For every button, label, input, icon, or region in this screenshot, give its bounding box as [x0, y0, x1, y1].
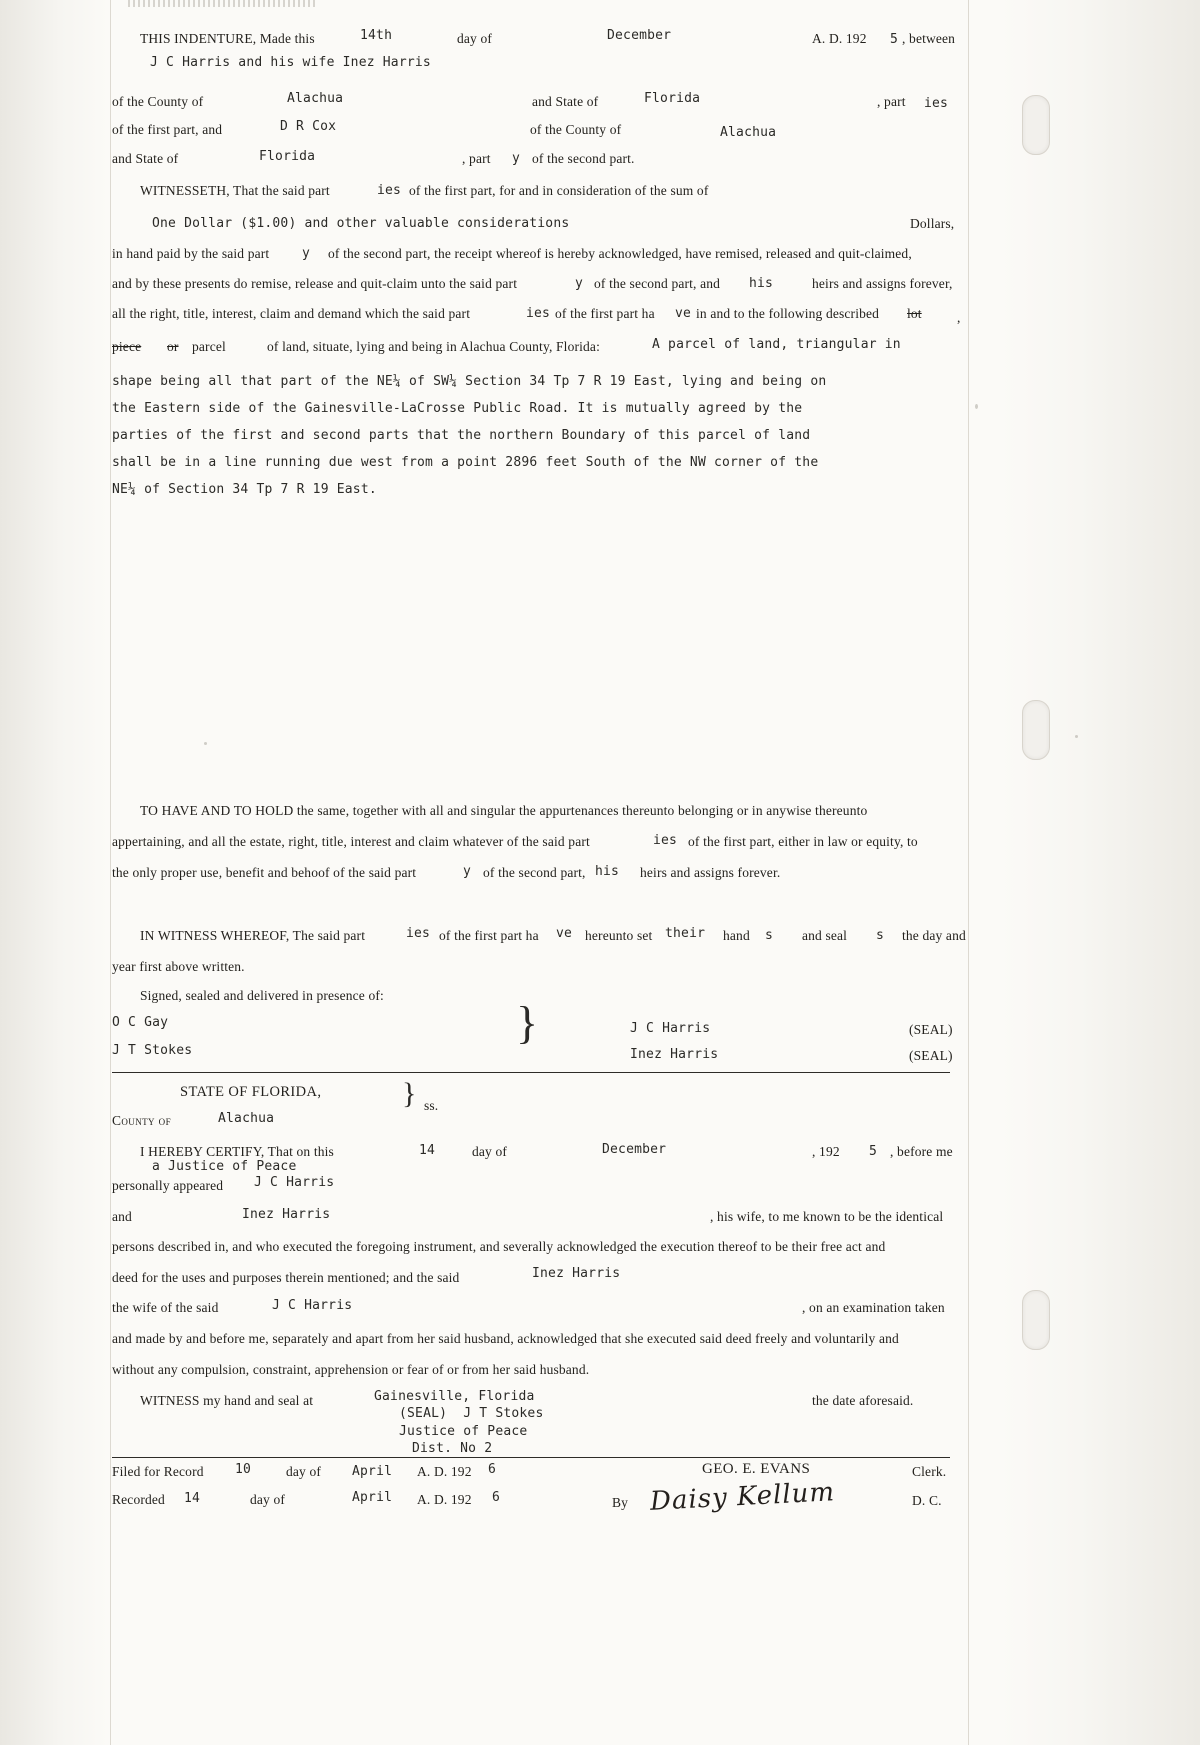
grantor-county-label: of the County of — [112, 94, 204, 109]
witnesseth-line3-b: of the first part ha — [555, 306, 655, 321]
witness-whereof-line2: year first above written. — [112, 959, 245, 974]
witnesseth-line4-parcel: parcel — [192, 339, 226, 354]
ack-body-line4: and made by and before me, separately and apart from her said husband, acknowledged that she executed said deed freely and voluntarily and — [112, 1331, 899, 1346]
indenture-day: 14th — [360, 28, 393, 43]
ack-body-line3-b: , on an examination taken — [802, 1300, 945, 1315]
scan-right-edge — [1000, 0, 1200, 1745]
witnesseth-line3-c: in and to the following described — [696, 306, 880, 321]
appeared-name: J C Harris — [254, 1175, 335, 1190]
acknowledgment-seal-line: (SEAL) J T Stokes — [399, 1406, 544, 1421]
acknowledgment-district-line: Dist. No 2 — [412, 1441, 493, 1456]
ss-label: ss. — [424, 1098, 439, 1113]
deputy-clerk-signature: Daisy Kellum — [649, 1477, 836, 1517]
habendum-line3-suffix: y — [463, 864, 472, 879]
county-value: Alachua — [218, 1111, 275, 1126]
grantee-state-label: and State of — [112, 151, 179, 166]
certify-year-label: , 192 — [812, 1144, 840, 1159]
certify-month: December — [602, 1142, 667, 1157]
county-label: County of — [112, 1113, 171, 1128]
witnesseth-part-suffix: ies — [377, 183, 402, 198]
legal-description-line-3: the Eastern side of the Gainesville-LaCrosse Public Road. It is mutually agreed by the — [112, 401, 803, 416]
witness-whereof-verb: ve — [556, 926, 573, 941]
grantee-part-label: , part — [462, 151, 491, 166]
scan-speck — [1075, 735, 1078, 738]
and-label: and — [112, 1209, 132, 1224]
acknowledgment-brace: } — [402, 1077, 417, 1110]
scan-speck — [975, 404, 978, 409]
witness-whereof-s1: s — [765, 928, 774, 943]
witnesseth-line2-b: of the second part, and — [594, 276, 721, 291]
witnesseth-line1-suffix: y — [302, 246, 311, 261]
witnesseth-line2-pronoun: his — [749, 276, 774, 291]
by-label: By — [612, 1495, 629, 1510]
legal-description-line-2: shape being all that part of the NE¼ of SW¼ Section 34 Tp 7 R 19 East, lying and being on — [112, 374, 827, 389]
witness-whereof-suffix: ies — [406, 926, 431, 941]
witnesseth-lead: WITNESSETH, That the said part — [140, 183, 330, 198]
section-divider-recording — [112, 1457, 950, 1458]
legal-description-line-1: A parcel of land, triangular in — [652, 337, 901, 352]
clerk-name: GEO. E. EVANS — [702, 1461, 811, 1477]
section-divider-acknowledgment — [112, 1072, 950, 1073]
grantor-part-suffix: ies — [924, 96, 949, 111]
ack-body-line1: persons described in, and who executed the foregoing instrument, and severally acknowledged the execution thereof to be their free act and — [112, 1239, 886, 1254]
witness-whereof-their: their — [665, 926, 706, 941]
witness-whereof-s2: s — [876, 928, 885, 943]
signature-brace: } — [516, 997, 539, 1048]
consideration-amount: One Dollar ($1.00) and other valuable considerations — [152, 216, 570, 231]
indenture-year-digit: 5 — [890, 32, 899, 47]
habendum-line1: TO HAVE AND TO HOLD the same, together with all and singular the appurtenances thereunto belonging or in anywise thereunto — [140, 803, 868, 818]
dc-label: D. C. — [912, 1493, 942, 1508]
clerk-label: Clerk. — [912, 1464, 947, 1479]
certify-day-of-label: day of — [472, 1144, 508, 1159]
recorded-month: April — [352, 1490, 393, 1505]
page-fold-left — [110, 0, 111, 1745]
acknowledgment-officer-line: Justice of Peace — [399, 1424, 528, 1439]
indenture-between-label: , between — [902, 31, 956, 46]
legal-description-line-6: NE¼ of Section 34 Tp 7 R 19 East. — [112, 482, 377, 497]
grantee-state: Florida — [259, 149, 316, 164]
witnesseth-line3-suffix: ies — [526, 306, 551, 321]
certify-year-digit: 5 — [869, 1144, 878, 1159]
witnesseth-line3-a: all the right, title, interest, claim and demand which the said part — [112, 306, 471, 321]
recorded-day-of-label: day of — [250, 1492, 286, 1507]
certify-before-me-label: , before me — [890, 1144, 953, 1159]
witnesseth-line3-verb: ve — [675, 306, 692, 321]
state-label: STATE OF FLORIDA, — [180, 1084, 322, 1100]
presence-label: Signed, sealed and delivered in presence of: — [140, 988, 384, 1003]
grantee-county-label: of the County of — [530, 122, 622, 137]
grantee: D R Cox — [280, 119, 337, 134]
witness-whereof-line1-b: of the first part ha — [439, 928, 539, 943]
indenture-day-of-label: day of — [457, 31, 493, 46]
witnesseth-line4-struck-piece: piece — [112, 339, 142, 354]
grantor-signature-1: J C Harris — [630, 1021, 711, 1036]
seal-label-1: (SEAL) — [909, 1022, 953, 1037]
witnesseth-line1-a: in hand paid by the said part — [112, 246, 270, 261]
witness-whereof-line1-f: the day and — [902, 928, 966, 943]
ack-body-line3-name: J C Harris — [272, 1298, 353, 1313]
indenture-lead: THIS INDENTURE, Made this — [140, 31, 315, 46]
indenture-month: December — [607, 28, 672, 43]
ack-body-line2-a: deed for the uses and purposes therein mentioned; and the said — [112, 1270, 460, 1285]
grantee-part-suffix: y — [512, 151, 521, 166]
recorded-day: 14 — [184, 1491, 201, 1506]
habendum-line3-a: the only proper use, benefit and behoof of the said part — [112, 865, 417, 880]
certify-day: 14 — [419, 1143, 436, 1158]
habendum-line3-c: heirs and assigns forever. — [640, 865, 781, 880]
habendum-line2-b: of the first part, either in law or equity, to — [688, 834, 918, 849]
filed-day-of-label: day of — [286, 1464, 322, 1479]
legal-description-line-5: shall be in a line running due west from a point 2896 feet South of the NW corner of the — [112, 455, 819, 470]
witnesseth-line4-b: of land, situate, lying and being in Alachua County, Florida: — [267, 339, 600, 354]
second-part-label: of the second part. — [532, 151, 635, 166]
binder-hole-bottom — [1022, 1290, 1050, 1350]
personally-appeared-label: personally appeared — [112, 1178, 224, 1193]
dollars-label: Dollars, — [910, 216, 955, 231]
witness-signature-2: J T Stokes — [112, 1043, 193, 1058]
ack-body-line2-name: Inez Harris — [532, 1266, 621, 1281]
grantors: J C Harris and his wife Inez Harris — [150, 55, 431, 70]
witnesseth-line3-struck-lot: lot — [907, 306, 922, 321]
filed-for-record-label: Filed for Record — [112, 1464, 204, 1479]
date-aforesaid-label: the date aforesaid. — [812, 1393, 914, 1408]
witness-hand-label: WITNESS my hand and seal at — [140, 1393, 314, 1408]
filed-day: 10 — [235, 1462, 252, 1477]
ack-body-line3-a: the wife of the said — [112, 1300, 219, 1315]
grantor-state: Florida — [644, 91, 701, 106]
witness-signature-1: O C Gay — [112, 1015, 169, 1030]
witnesseth-line2-c: heirs and assigns forever, — [812, 276, 953, 291]
recorded-label: Recorded — [112, 1492, 165, 1507]
acknowledgment-place: Gainesville, Florida — [374, 1389, 535, 1404]
grantor-county: Alachua — [287, 91, 344, 106]
witness-whereof-line1-a: IN WITNESS WHEREOF, The said part — [140, 928, 366, 943]
habendum-line3-b: of the second part, — [483, 865, 586, 880]
page-fold-right — [968, 0, 969, 1745]
ack-body-line5: without any compulsion, constraint, apprehension or fear of or from her said husband. — [112, 1362, 590, 1377]
binder-hole-top — [1022, 95, 1050, 155]
witness-whereof-line1-d: hand — [723, 928, 750, 943]
filed-month: April — [352, 1464, 393, 1479]
certify-lead: I HEREBY CERTIFY, That on this — [140, 1144, 334, 1159]
indenture-ad-label: A. D. 192 — [812, 31, 867, 46]
grantor-state-label: and State of — [532, 94, 599, 109]
legal-description-line-4: parties of the first and second parts that the northern Boundary of this parcel of land — [112, 428, 811, 443]
wife-name: Inez Harris — [242, 1207, 331, 1222]
grantee-county: Alachua — [720, 125, 777, 140]
grantor-part-label: , part — [877, 94, 906, 109]
witnesseth-line2-a: and by these presents do remise, release and quit-claim unto the said part — [112, 276, 518, 291]
witnesseth-line2-suffix: y — [575, 276, 584, 291]
seal-label-2: (SEAL) — [909, 1048, 953, 1063]
binder-hole-middle — [1022, 700, 1050, 760]
witness-whereof-line1-c: hereunto set — [585, 928, 653, 943]
scan-left-edge — [0, 0, 108, 1745]
filed-year-digit: 6 — [488, 1462, 497, 1477]
grantor-signature-2: Inez Harris — [630, 1047, 719, 1062]
witnesseth-line4-struck-or: or — [167, 339, 179, 354]
recorded-year-digit: 6 — [492, 1490, 501, 1505]
his-wife-label: , his wife, to me known to be the identical — [710, 1209, 944, 1224]
habendum-line2-suffix: ies — [653, 833, 678, 848]
habendum-line2-a: appertaining, and all the estate, right, title, interest and claim whatever of the said part — [112, 834, 590, 849]
filed-ad-label: A. D. 192 — [417, 1464, 472, 1479]
witnesseth-tail: of the first part, for and in consideration of the sum of — [409, 183, 709, 198]
witnesseth-line1-b: of the second part, the receipt whereof is hereby acknowledged, have remised, released and quit-claimed, — [328, 246, 912, 261]
witness-whereof-line1-e: and seal — [802, 928, 848, 943]
deed-body — [112, 0, 964, 1745]
first-part-label: of the first part, and — [112, 122, 223, 137]
habendum-line3-pronoun: his — [595, 864, 620, 879]
officer-title: a Justice of Peace — [152, 1159, 297, 1174]
witnesseth-line3-comma: , — [957, 310, 961, 325]
recorded-ad-label: A. D. 192 — [417, 1492, 472, 1507]
